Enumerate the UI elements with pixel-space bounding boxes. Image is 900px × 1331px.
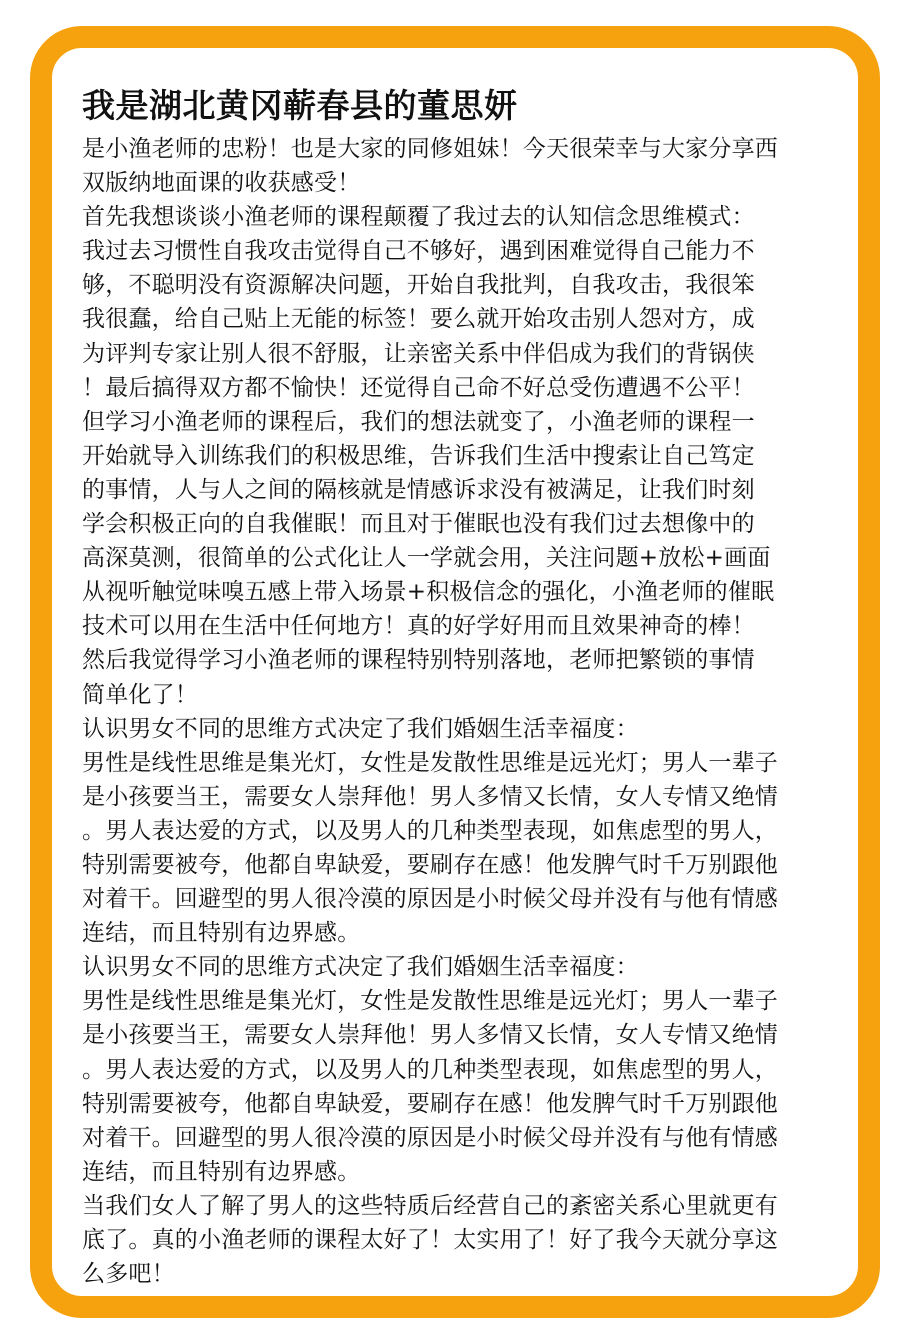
text-line: 我过去习惯性自我攻击觉得自己不够好，遇到困难觉得自己能力不 [82,238,755,265]
text-line: 连结，而且特别有边界感。 [82,1158,361,1185]
text-line: 够，不聪明没有资源解决问题，开始自我批判，自我攻击，我很笨 [82,272,755,299]
text-line: 我很蠢，给自己贴上无能的标签！要么就开始攻击别人怨对方，成 [82,306,755,333]
text-line: 认识男女不同的思维方式决定了我们婚姻生活幸福度： [82,715,639,742]
text-line: 是小孩要当王，需要女人崇拜他！男人多情又长情，女人专情又绝情 [82,1022,778,1049]
text-line: 的事情，人与人之间的隔核就是情感诉求没有被满足，让我们时刻 [82,476,755,503]
text-line: 简单化了！ [82,681,198,708]
text-line: 开始就导入训练我们的积极思维，告诉我们生活中搜索让自己笃定 [82,442,755,469]
text-line: 学会积极正向的自我催眠！而且对于催眠也没有我们过去想像中的 [82,511,755,538]
text-line: ！最后搞得双方都不愉快！还觉得自己命不好总受伤遭遇不公平！ [82,374,755,401]
body-text [52,132,842,1291]
text-line: 对着干。回避型的男人很冷漠的原因是小时候父母并没有与他有情感 [82,1124,778,1151]
text-line: 底了。真的小渔老师的课程太好了！太实用了！好了我今天就分享这 [82,1227,778,1253]
text-line: 特别需要被夸，他都自卑缺爱，要刷存在感！他发脾气时千万别跟他 [82,1090,778,1117]
text-line: 男性是线性思维是集光灯，女性是发散性思维是远光灯；男人一辈子 [82,749,778,776]
text-line: 。男人表达爱的方式，以及男人的几种类型表现，如焦虑型的男人， [82,817,778,844]
text-line: 然后我觉得学习小渔老师的课程特别特别落地，老师把繁锁的事情 [82,647,755,674]
text-line: 是小孩要当王，需要女人崇拜他！男人多情又长情，女人专情又绝情 [82,783,778,810]
testimonial-card [52,58,842,1291]
text-line: 男性是线性思维是集光灯，女性是发散性思维是远光灯；男人一辈子 [82,988,778,1015]
text-line: 。男人表达爱的方式，以及男人的几种类型表现，如焦虑型的男人， [82,1056,778,1083]
text-line: 高深莫测，很简单的公式化让人一学就会用，关注问题+放松+画面 [82,545,771,572]
text-line: 双版纳地面课的收获感受！ [82,170,361,197]
text-line: 当我们女人了解了男人的这些特质后经营自己的紊密关系心里就更有 [82,1192,778,1219]
text-line: 从视听触觉味嗅五感上带入场景+积极信念的强化，小渔老师的催眠 [82,579,775,606]
text-line: 技术可以用在生活中任何地方！真的好学好用而且效果神奇的棒！ [82,613,755,640]
text-line: 是小渔老师的忠粉！也是大家的同修姐妹！今天很荣幸与大家分享西 [82,136,778,162]
text-line: 为评判专家让别人很不舒服，让亲密关系中伴侣成为我们的背锅侠 [82,340,755,367]
text-line: 但学习小渔老师的课程后，我们的想法就变了，小渔老师的课程一 [82,408,755,435]
page-title: 我是湖北黄冈蕲春县的董思妍 [82,86,518,125]
text-line: 首先我想谈谈小渔老师的课程颠覆了我过去的认知信念思维模式： [82,204,755,231]
text-line: 对着干。回避型的男人很冷漠的原因是小时候父母并没有与他有情感 [82,886,778,913]
text-line: 么多吧！ [82,1261,175,1288]
text-line: 连结，而且特别有边界感。 [82,920,361,947]
text-line: 特别需要被夸，他都自卑缺爱，要刷存在感！他发脾气时千万别跟他 [82,851,778,878]
text-line: 认识男女不同的思维方式决定了我们婚姻生活幸福度： [82,954,639,981]
